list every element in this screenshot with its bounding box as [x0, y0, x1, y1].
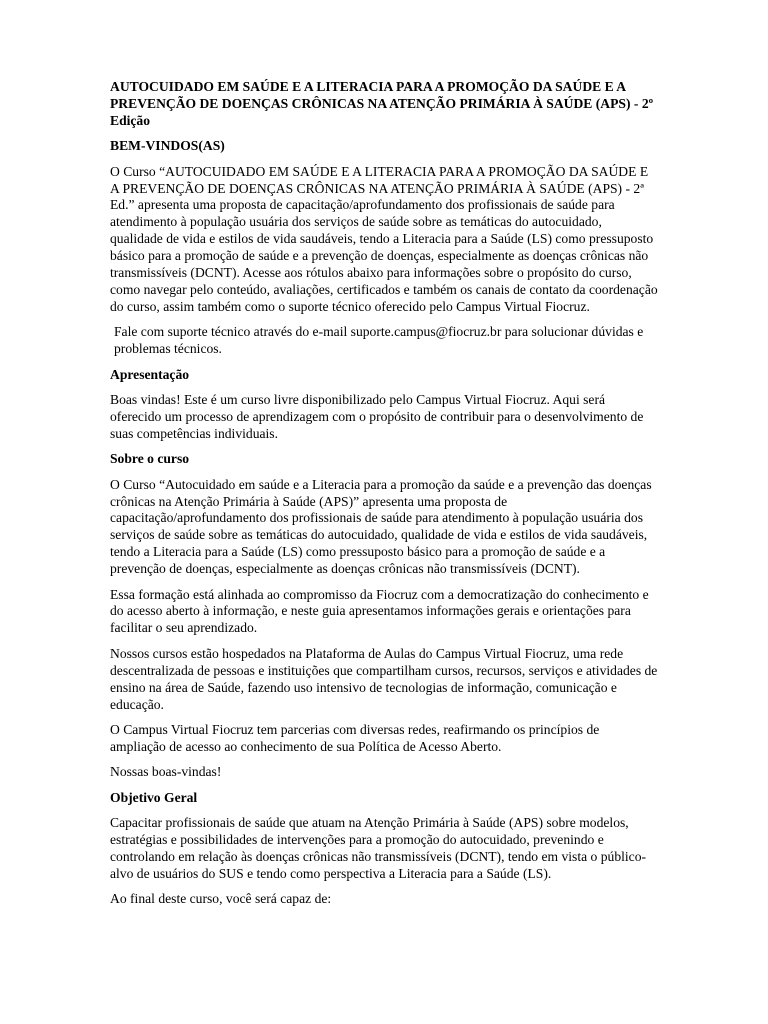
- document-page: [110, 79, 658, 917]
- intro-paragraph: O Curso “AUTOCUIDADO EM SAÚDE E A LITERACIA PARA A PROMOÇÃO DA SAÚDE E A PREVENÇÃO DE DOENÇAS CRÔNICAS NA ATENÇÃO PRIMÁRIA À SAÚDE (APS) - 2ª Ed.” apresenta uma proposta de capacitação/aprofundamento dos profissionais de saúde para atendimento à população usuária dos serviços de saúde sobre as temáticas do autocuidado, qualidade de vida e estilos de vida saudáveis, tendo a Literacia para a Saúde (LS) como pressuposto básico para a promoção de saúde e a prevenção de doenças, especialmente as doenças crônicas não transmissíveis (DCNT). Acesse aos rótulos abaixo para informações sobre o propósito do curso, como navegar pelo conteúdo, avaliações, certificados e também os canais de contato da coordenação do curso, assim também como o suporte técnico oferecido pelo Campus Virtual Fiocruz.: [110, 163, 658, 314]
- sobre-paragraph: Nossas boas-vindas!: [110, 764, 222, 780]
- document-title: AUTOCUIDADO EM SAÚDE E A LITERACIA PARA A PROMOÇÃO DA SAÚDE E A PREVENÇÃO DE DOENÇAS CRÔNICAS NA ATENÇÃO PRIMÁRIA À SAÚDE (APS) - 2º Edição: [110, 79, 654, 128]
- sobre-paragraph: Nossos cursos estão hospedados na Plataforma de Aulas do Campus Virtual Fiocruz, uma rede descentralizada de pessoas e instituições que compartilham cursos, recursos, serviços e atividades de ensino na área de Saúde, fazendo uso intensivo de tecnologias de informação, comunicação e educação.: [110, 645, 658, 712]
- sobre-paragraph: O Campus Virtual Fiocruz tem parcerias com diversas redes, reafirmando os princípios de ampliação de acesso ao conhecimento de sua Política de Acesso Aberto.: [110, 721, 600, 754]
- welcome-heading: BEM-VINDOS(AS): [110, 138, 225, 154]
- apresentacao-paragraph: Boas vindas! Este é um curso livre disponibilizado pelo Campus Virtual Fiocruz. Aqui será oferecido um processo de aprendizagem com o propósito de contribuir para o desenvolvimento de suas competências individuais.: [110, 392, 644, 441]
- objetivo-paragraph: Ao final deste curso, você será capaz de:: [110, 891, 332, 907]
- section-heading-objetivo: Objetivo Geral: [110, 789, 198, 805]
- objetivo-paragraph: Capacitar profissionais de saúde que atuam na Atenção Primária à Saúde (APS) sobre modelos, estratégias e possibilidades de intervenções para a promoção do autocuidado, prevenindo e controlando em relação às doenças crônicas não transmissíveis (DCNT), tendo em vista o público-alvo de usuários do SUS e tendo como perspectiva a Literacia para a Saúde (LS).: [110, 815, 647, 881]
- sobre-paragraph: O Curso “Autocuidado em saúde e a Literacia para a promoção da saúde e a prevenção das doenças crônicas na Atenção Primária à Saúde (APS)” apresenta uma proposta de capacitação/aprofundamento dos profissionais de saúde para atendimento à população usuária dos serviços de saúde sobre as temáticas do autocuidado, qualidade de vida e estilos de vida saudáveis, tendo a Literacia para a Saúde (LS) como pressuposto básico para a promoção de saúde e a prevenção de doenças, especialmente as doenças crônicas não transmissíveis (DCNT).: [110, 476, 652, 577]
- section-heading-sobre: Sobre o curso: [110, 451, 190, 467]
- support-note: Fale com suporte técnico através do e-mail suporte.campus@fiocruz.br para solucionar dúvidas e problemas técnicos.: [114, 324, 644, 357]
- section-heading-apresentacao: Apresentação: [110, 366, 190, 382]
- sobre-paragraph: Essa formação está alinhada ao compromisso da Fiocruz com a democratização do conhecimento e do acesso aberto à informação, e neste guia apresentamos informações gerais e orientações para facilitar o seu aprendizado.: [110, 586, 649, 636]
